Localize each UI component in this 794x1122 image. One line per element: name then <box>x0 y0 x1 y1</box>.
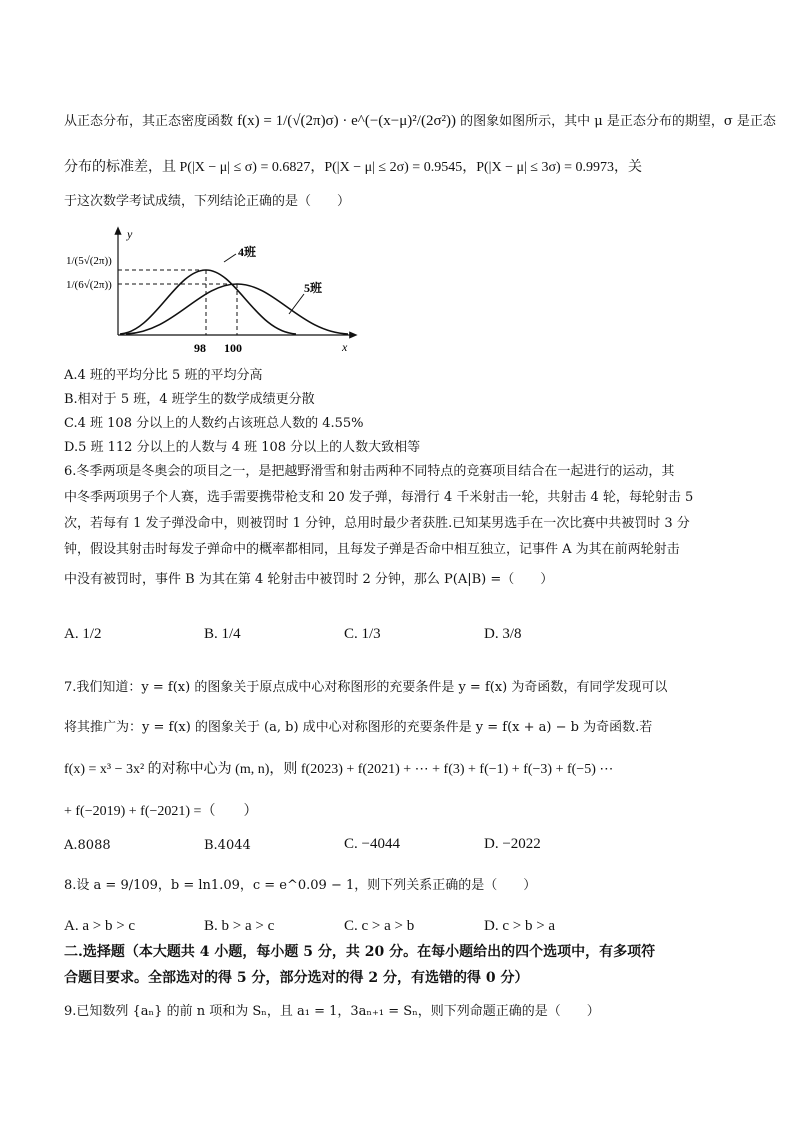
q7-line-3: f(x) = x³ − 3x² 的对称中心为 (m, n)，则 f(2023) + f(2021) + ⋯ + f(3) + f(−1) + f(−3) + f(−5) ⋯ <box>64 762 614 777</box>
intro-line-2: 分布的标准差，且 P(|X − μ| ≤ σ) = 0.6827，P(|X − μ| ≤ 2σ) = 0.9545，P(|X − μ| ≤ 3σ) = 0.9973，关 <box>64 160 643 175</box>
q5-option-c: C.4 班 108 分以上的人数约占该班总人数的 4.55% <box>64 416 364 431</box>
intro-line-3: 于这次数学考试成绩，下列结论正确的是（ ） <box>64 194 351 209</box>
q5-option-b: B.相对于 5 班，4 班学生的数学成绩更分散 <box>64 392 315 407</box>
q9-line-1: 9.已知数列 {aₙ} 的前 n 项和为 Sₙ，且 a₁ = 1，3aₙ₊₁ = Sₙ，则下列命题正确的是（ ） <box>64 1004 600 1019</box>
q6-option-a: A. 1/2 <box>64 626 102 642</box>
q7-option-b: B.4044 <box>204 838 251 853</box>
tick-98: 98 <box>194 341 206 355</box>
q6-option-b: B. 1/4 <box>204 626 241 642</box>
q7-line-1: 7.我们知道：y = f(x) 的图象关于原点成中心对称图形的充要条件是 y = f(x) 为奇函数，有同学发现可以 <box>64 680 668 695</box>
q5-option-d: D.5 班 112 分以上的人数与 4 班 108 分以上的人数大致相等 <box>64 440 421 455</box>
class5-leader <box>289 294 304 314</box>
class4-leader <box>224 254 236 262</box>
q6-option-c: C. 1/3 <box>344 626 381 642</box>
q7-option-d: D. −2022 <box>484 836 541 852</box>
intro-text-pre: 从正态分布，其正态密度函数 <box>64 114 234 129</box>
q8-option-c: C. c > a > b <box>344 918 415 934</box>
q7-line-2: 将其推广为：y = f(x) 的图象关于 (a, b) 成中心对称图形的充要条件是 y = f(x + a) − b 为奇函数.若 <box>64 720 653 735</box>
y-label-bottom: 1/(6√(2π)) <box>66 279 112 291</box>
q7-line-4: + f(−2019) + f(−2021) =（ ） <box>64 804 258 819</box>
q6-line-1: 6.冬季两项是冬奥会的项目之一，是把越野滑雪和射击两种不同特点的竞赛项目结合在一起进行的运动，其 <box>64 464 675 479</box>
q8-option-d: D. c > b > a <box>484 918 556 934</box>
q6-line-5: 中没有被罚时，事件 B 为其在第 4 轮射击中被罚时 2 分钟，那么 P(A|B) =（ ） <box>64 572 554 587</box>
section2-heading-line-1: 二.选择题（本大题共 4 小题，每小题 5 分，共 20 分。在每小题给出的四个选项中，有多项符 <box>64 944 656 960</box>
q7-option-a: A.8088 <box>64 838 111 853</box>
class4-curve <box>120 270 296 334</box>
intro-line-1 <box>64 112 776 130</box>
intro-text-post: 的图象如图所示，其中 μ 是正态分布的期望，σ 是正态 <box>460 114 776 129</box>
section2-heading-line-2: 合题目要求。全部选对的得 5 分，部分选对的得 2 分，有选错的得 0 分） <box>64 970 529 986</box>
class4-label: 4班 <box>238 245 257 259</box>
q6-line-2: 中冬季两项男子个人赛，选手需要携带枪支和 20 发子弹，每滑行 4 千米射击一轮，共射击 4 轮，每轮射击 5 <box>64 490 694 505</box>
q8-option-a: A. a > b > c <box>64 918 136 934</box>
q8-option-b: B. b > a > c <box>204 918 275 934</box>
tick-100: 100 <box>224 341 242 355</box>
q6-line-4: 钟，假设其射击时每发子弹命中的概率都相同，且每发子弹是否命中相互独立，记事件 A 为其在前两轮射击 <box>64 542 680 557</box>
q7-option-c: C. −4044 <box>344 836 400 852</box>
q6-option-d: D. 3/8 <box>484 626 522 642</box>
y-label-top: 1/(5√(2π)) <box>66 255 112 267</box>
q6-line-3: 次，若每有 1 发子弹没命中，则被罚时 1 分钟，总用时最少者获胜.已知某男选手在一次比赛中共被罚时 3 分 <box>64 516 690 531</box>
density-formula: f(x) = 1/(√(2π)σ) · e^(−(x−μ)²/(2σ²)) <box>237 113 457 129</box>
y-axis-label: y <box>127 227 133 241</box>
q5-option-a: A.4 班的平均分比 5 班的平均分高 <box>64 368 263 383</box>
x-axis-label: x <box>342 340 348 354</box>
class5-label: 5班 <box>304 281 323 295</box>
normal-distribution-figure <box>64 222 364 357</box>
q8-line-1: 8.设 a = 9/109，b = ln1.09，c = e^0.09 − 1，则下列关系正确的是（ ） <box>64 878 537 893</box>
